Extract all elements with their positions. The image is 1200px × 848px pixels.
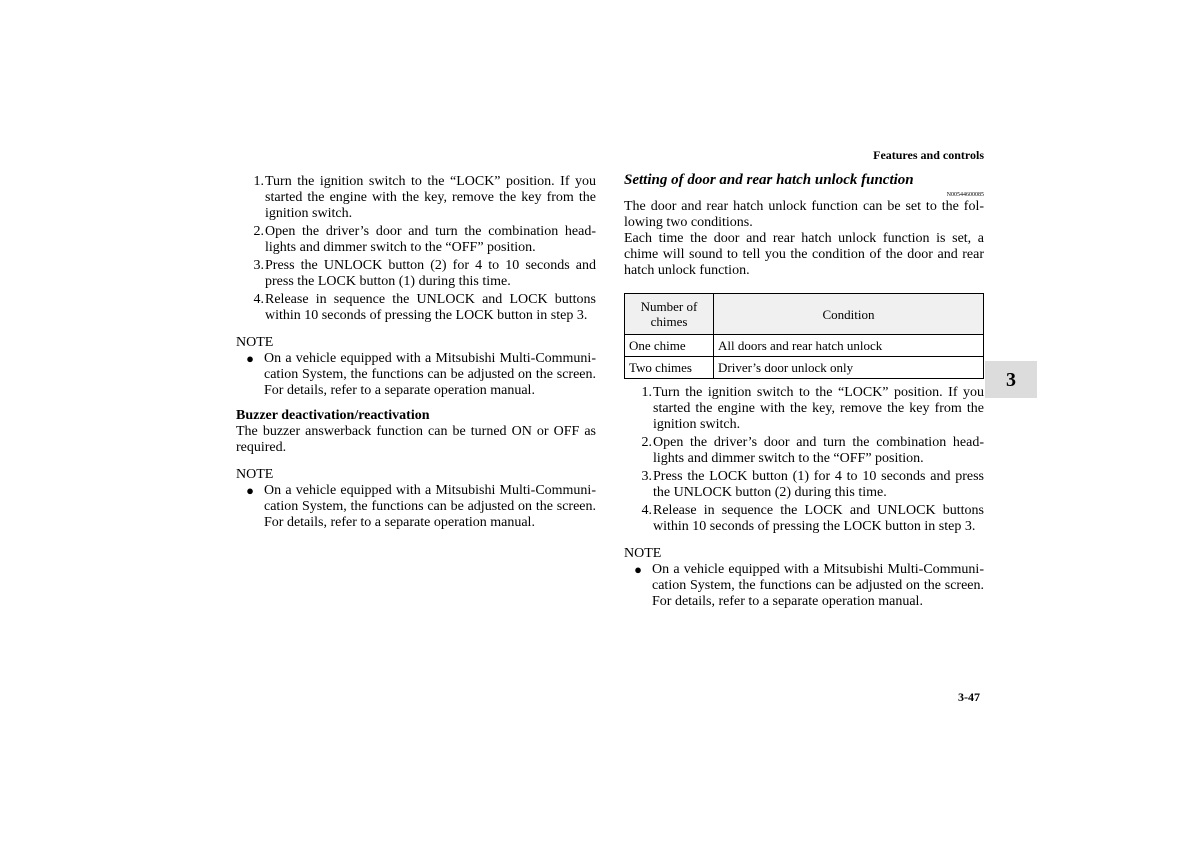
- step-number: 3.: [253, 258, 264, 273]
- step-text: Turn the ignition switch to the “LOCK” position. If you started the engine with the key, remove the key from the ignition switch.: [265, 174, 596, 221]
- list-item: [236, 258, 596, 290]
- right-steps-list: [624, 385, 984, 535]
- list-item: [624, 385, 984, 433]
- table-row: [625, 335, 984, 357]
- chime-condition-table: [624, 293, 984, 379]
- note-text: On a vehicle equipped with a Mitsubishi Multi-Communi-cation System, the functions can be adjusted on the screen. For details, refer to a separate operation manual.: [652, 562, 984, 609]
- step-text: Release in sequence the UNLOCK and LOCK buttons within 10 seconds of pressing the LOCK button in step 3.: [265, 292, 596, 323]
- reference-code: N00544600085: [946, 192, 984, 198]
- table-row: [625, 357, 984, 379]
- buzzer-heading: Buzzer deactivation/reactivation: [236, 408, 430, 423]
- step-number: 1.: [253, 174, 264, 189]
- table-cell: Driver’s door unlock only: [714, 357, 984, 379]
- list-item: [236, 292, 596, 324]
- chapter-tab: 3: [985, 361, 1037, 398]
- step-text: Press the LOCK button (1) for 4 to 10 seconds and press the UNLOCK button (2) during this time.: [653, 469, 984, 500]
- step-number: 3.: [641, 469, 652, 484]
- table-header-row: [625, 294, 984, 335]
- step-number: 4.: [253, 292, 264, 307]
- step-number: 2.: [253, 224, 264, 239]
- chime-paragraph: Each time the door and rear hatch unlock function is set, a chime will sound to tell you the condition of the door and rear hatch unlock function.: [624, 231, 984, 278]
- page-header: Features and controls: [873, 148, 984, 162]
- note-bullet-item: [624, 562, 984, 610]
- intro-paragraph: The door and rear hatch unlock function can be set to the fol-lowing two conditions.: [624, 199, 984, 230]
- step-text: Turn the ignition switch to the “LOCK” position. If you started the engine with the key, remove the key from the ignition switch.: [653, 385, 984, 432]
- note-label: NOTE: [236, 335, 274, 350]
- list-item: [624, 503, 984, 535]
- step-text: Release in sequence the LOCK and UNLOCK buttons within 10 seconds of pressing the LOCK button in step 3.: [653, 503, 984, 534]
- table-cell: One chime: [625, 335, 714, 357]
- list-item: [624, 435, 984, 467]
- table-cell: All doors and rear hatch unlock: [714, 335, 984, 357]
- step-number: 2.: [641, 435, 652, 450]
- step-number: 1.: [641, 385, 652, 400]
- note-bullet-item: [236, 483, 596, 531]
- list-item: [236, 174, 596, 222]
- note-text: On a vehicle equipped with a Mitsubishi Multi-Communi-cation System, the functions can be adjusted on the screen. For details, refer to a separate operation manual.: [264, 483, 596, 530]
- bullet-icon: ●: [246, 351, 254, 366]
- left-steps-list: [236, 174, 596, 324]
- step-text: Open the driver’s door and turn the combination head-lights and dimmer switch to the “OFF” position.: [265, 224, 596, 255]
- note-label: NOTE: [236, 467, 274, 482]
- right-column: [624, 170, 984, 610]
- note-bullet-item: [236, 351, 596, 399]
- step-text: Open the driver’s door and turn the combination head-lights and dimmer switch to the “OFF” position.: [653, 435, 984, 466]
- list-item: [236, 224, 596, 256]
- page-number: 3-47: [958, 690, 980, 704]
- list-item: [624, 469, 984, 501]
- column-header-chimes: Number of chimes: [625, 294, 714, 335]
- column-header-condition: Condition: [714, 294, 984, 335]
- left-column: [236, 174, 596, 531]
- step-text: Press the UNLOCK button (2) for 4 to 10 seconds and press the LOCK button (1) during this time.: [265, 258, 596, 289]
- buzzer-text: The buzzer answerback function can be turned ON or OFF as required.: [236, 424, 596, 455]
- bullet-icon: ●: [246, 483, 254, 498]
- section-title: Setting of door and rear hatch unlock function: [624, 172, 914, 188]
- step-number: 4.: [641, 503, 652, 518]
- bullet-icon: ●: [634, 562, 642, 577]
- table-cell: Two chimes: [625, 357, 714, 379]
- note-text: On a vehicle equipped with a Mitsubishi Multi-Communi-cation System, the functions can be adjusted on the screen. For details, refer to a separate operation manual.: [264, 351, 596, 398]
- note-label: NOTE: [624, 546, 662, 561]
